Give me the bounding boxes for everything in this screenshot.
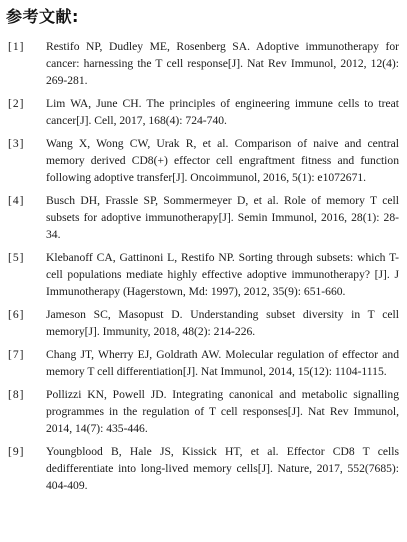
reference-item bbox=[6, 443, 399, 494]
reference-text: Klebanoff CA, Gattinoni L, Restifo NP. Sorting through subsets: which T-cell populations mediate highly effective adoptive immunotherapy? [J]. J Immunotherapy (Hagerstown, Md: 1997), 2012, 35(9): 651-660. bbox=[46, 251, 399, 298]
reference-item bbox=[6, 135, 399, 186]
reference-item bbox=[6, 386, 399, 437]
reference-item bbox=[6, 346, 399, 380]
reference-text: Jameson SC, Masopust D. Understanding subset diversity in T cell memory[J]. Immunity, 2018, 48(2): 214-226. bbox=[46, 308, 399, 338]
reference-item bbox=[6, 38, 399, 89]
reference-item bbox=[6, 306, 399, 340]
reference-item bbox=[6, 95, 399, 129]
reference-text: Chang JT, Wherry EJ, Goldrath AW. Molecular regulation of effector and memory T cell differentiation[J]. Nat Immunol, 2014, 15(12): 1104-1115. bbox=[46, 348, 399, 378]
reference-item bbox=[6, 192, 399, 243]
reference-text: Lim WA, June CH. The principles of engineering immune cells to treat cancer[J]. Cell, 2017, 168(4): 724-740. bbox=[46, 97, 399, 127]
reference-number: [3] bbox=[8, 137, 25, 150]
references-heading: 参考文献: bbox=[6, 7, 79, 26]
reference-text: Busch DH, Frassle SP, Sommermeyer D, et al. Role of memory T cell subsets for adoptive immunotherapy[J]. Semin Immunol, 2016, 28(1): 28-34. bbox=[46, 194, 399, 241]
reference-number: [9] bbox=[8, 445, 25, 458]
reference-text: Youngblood B, Hale JS, Kissick HT, et al. Effector CD8 T cells dedifferentiate into long-lived memory cells[J]. Nature, 2017, 552(7685): 404-409. bbox=[46, 445, 399, 492]
reference-text: Wang X, Wong CW, Urak R, et al. Comparison of naive and central memory derived CD8(+) effector cell engraftment fitness and function following adoptive transfer[J]. Oncoimmunol, 2016, 5(1): e1072671. bbox=[46, 137, 399, 184]
reference-list bbox=[6, 38, 399, 494]
reference-number: [4] bbox=[8, 194, 25, 207]
reference-number: [1] bbox=[8, 40, 25, 53]
reference-number: [5] bbox=[8, 251, 25, 264]
reference-item bbox=[6, 249, 399, 300]
reference-text: Restifo NP, Dudley ME, Rosenberg SA. Adoptive immunotherapy for cancer: harnessing the T cell response[J]. Nat Rev Immunol, 2012, 12(4): 269-281. bbox=[46, 40, 399, 87]
reference-number: [7] bbox=[8, 348, 25, 361]
reference-number: [6] bbox=[8, 308, 25, 321]
reference-text: Pollizzi KN, Powell JD. Integrating canonical and metabolic signalling programmes in the regulation of T cell responses[J]. Nat Rev Immunol, 2014, 14(7): 435-446. bbox=[46, 388, 399, 435]
reference-number: [8] bbox=[8, 388, 25, 401]
reference-number: [2] bbox=[8, 97, 25, 110]
